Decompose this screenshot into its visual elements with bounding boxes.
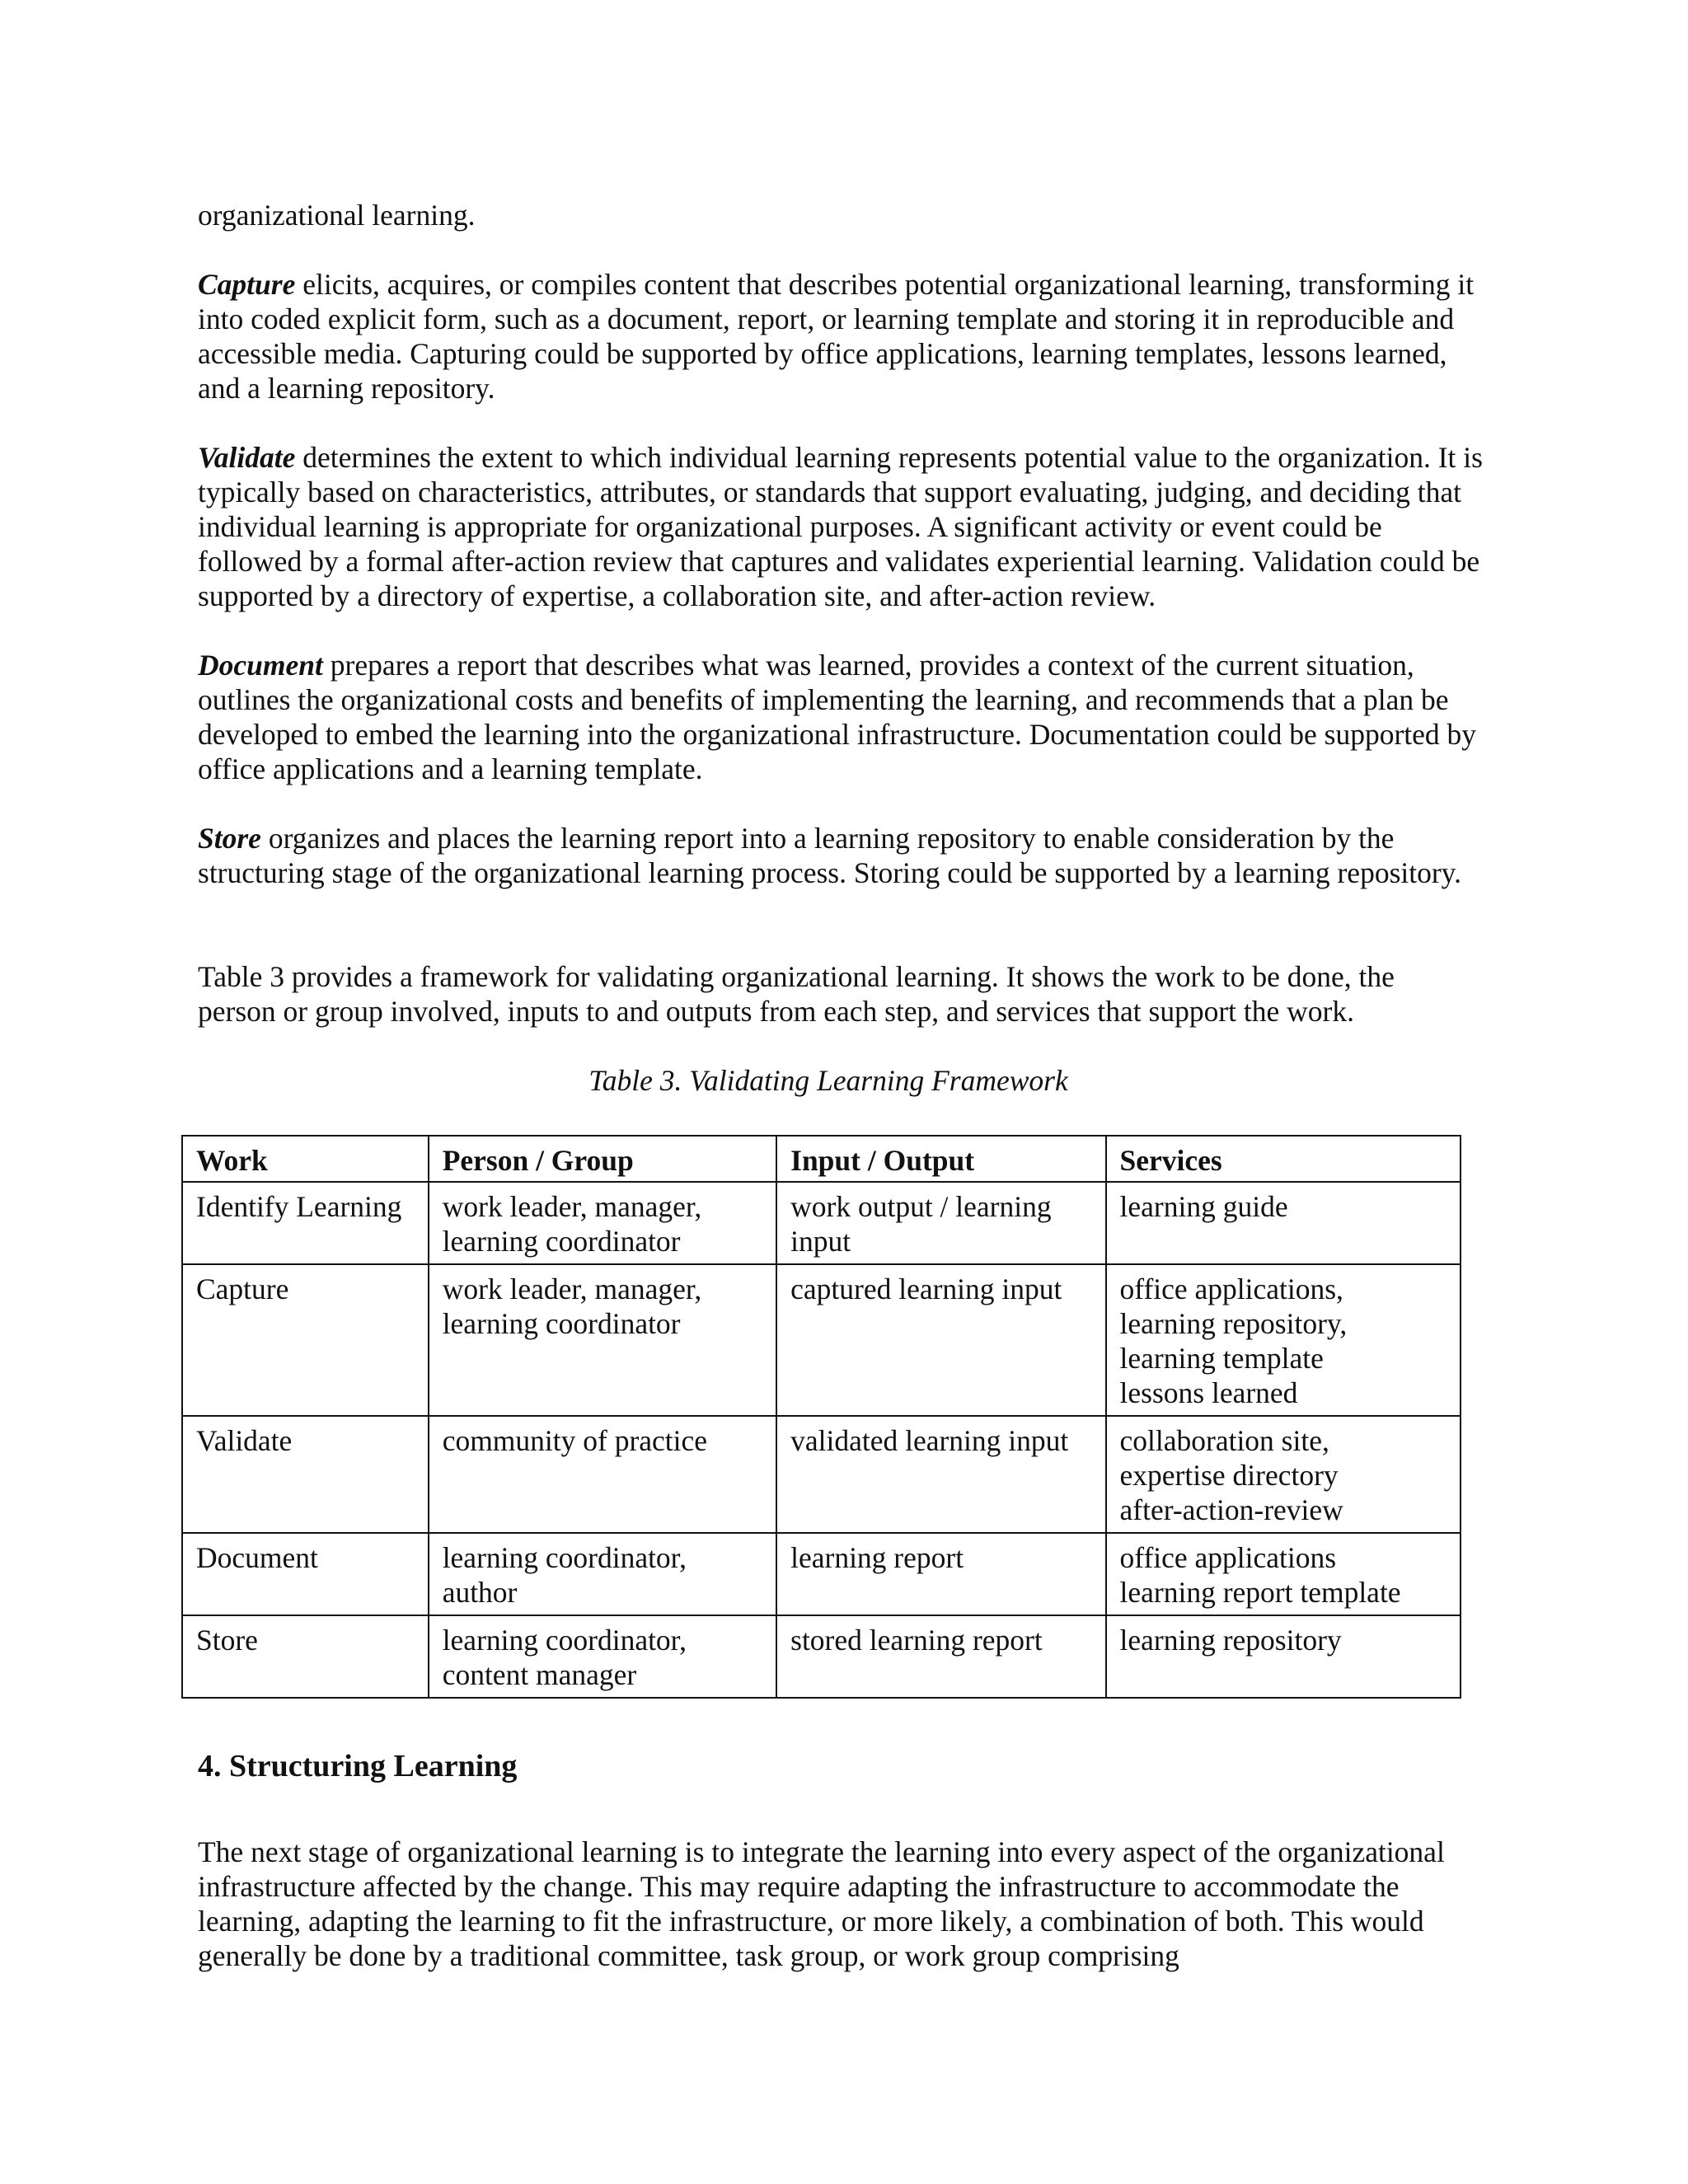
cell-line: learning coordinator, <box>442 1624 687 1657</box>
table-caption: Table 3. Validating Learning Framework <box>588 1064 1068 1097</box>
cell-line: captured learning input <box>790 1272 1062 1305</box>
cell-line: learning repository, <box>1119 1307 1348 1340</box>
document-term: Document <box>198 649 323 682</box>
cell-person-group <box>429 1264 776 1416</box>
section-paragraph: The next stage of organizational learning is to integrate the learning into every aspect of the organizational infrastructure affected by the change. This may require adapting the infrastructure to accommodate the learning, adapting the learning to fit the infrastructure, or more likely, a combination of both. This would generally be done by a traditional committee, task group, or work group comprising <box>198 1835 1445 1972</box>
header-person-group: Person / Group <box>429 1136 776 1182</box>
cell-line: author <box>442 1576 518 1609</box>
cell-input-output <box>776 1416 1105 1533</box>
cell-services <box>1106 1615 1461 1698</box>
cell-input-output <box>776 1264 1105 1416</box>
cell-line: input <box>790 1225 851 1258</box>
table-row <box>182 1264 1461 1416</box>
header-input-output: Input / Output <box>776 1136 1105 1182</box>
cell-input-output <box>776 1533 1105 1615</box>
cell-person-group <box>429 1416 776 1533</box>
document-text: prepares a report that describes what was learned, provides a context of the current situation, outlines the organizational costs and benefits of implementing the learning, and recommends that a plan be developed to embed the learning into the organizational infrastructure. Documentation could be supported by office applications and a learning template. <box>198 649 1477 785</box>
header-work: Work <box>182 1136 429 1182</box>
validate-term: Validate <box>198 441 296 474</box>
table-row <box>182 1615 1461 1698</box>
cell-line: collaboration site, <box>1119 1424 1329 1457</box>
table-row <box>182 1533 1461 1615</box>
cell-line: learning coordinator <box>442 1307 681 1340</box>
cell-services <box>1106 1182 1461 1264</box>
capture-text: elicits, acquires, or compiles content that describes potential organizational learning, transforming it into coded explicit form, such as a document, report, or learning template and storing it in reproducible and accessible media. Capturing could be supported by office applications, learning templates, lessons learned, and a learning repository. <box>198 268 1475 405</box>
store-text: organizes and places the learning report into a learning repository to enable consideration by the structuring stage of the organizational learning process. Storing could be supported by a learning repository. <box>198 822 1462 889</box>
cell-line: learning coordinator, <box>442 1541 687 1574</box>
validate-paragraph <box>198 440 1492 613</box>
cell-person-group <box>429 1533 776 1615</box>
table-body <box>182 1182 1461 1698</box>
capture-paragraph <box>198 267 1485 405</box>
cell-work: Capture <box>182 1264 429 1416</box>
cell-input-output <box>776 1615 1105 1698</box>
cell-line: learning report <box>790 1541 964 1574</box>
cell-line: work output / learning <box>790 1190 1052 1223</box>
store-term: Store <box>198 822 261 855</box>
cell-line: community of practice <box>442 1424 708 1457</box>
cell-line: work leader, manager, <box>442 1190 702 1223</box>
cell-line: learning template <box>1119 1342 1324 1375</box>
cell-line: content manager <box>442 1658 637 1691</box>
intro-fragment: organizational learning. <box>198 199 476 232</box>
cell-line: learning guide <box>1119 1190 1288 1223</box>
cell-person-group <box>429 1615 776 1698</box>
cell-line: lessons learned <box>1119 1376 1298 1409</box>
cell-services <box>1106 1416 1461 1533</box>
cell-line: work leader, manager, <box>442 1272 702 1305</box>
capture-term: Capture <box>198 268 296 301</box>
cell-person-group <box>429 1182 776 1264</box>
table-row <box>182 1182 1461 1264</box>
cell-services <box>1106 1533 1461 1615</box>
cell-line: office applications, <box>1119 1272 1343 1305</box>
cell-work: Validate <box>182 1416 429 1533</box>
cell-line: learning coordinator <box>442 1225 681 1258</box>
cell-input-output <box>776 1182 1105 1264</box>
table-intro-paragraph: Table 3 provides a framework for validating organizational learning. It shows the work to be done, the person or group involved, inputs to and outputs from each step, and services that support the work. <box>198 960 1395 1028</box>
section-heading: 4. Structuring Learning <box>198 1749 518 1783</box>
validate-text: determines the extent to which individual learning represents potential value to the organization. It is typically based on characteristics, attributes, or standards that support evaluating, judging, and deciding that individual learning is appropriate for organizational purposes. A significant activity or event could be followed by a formal after-action review that captures and validates experiential learning. Validation could be supported by a directory of expertise, a collaboration site, and after-action review. <box>198 441 1483 612</box>
cell-work: Identify Learning <box>182 1182 429 1264</box>
table-row <box>182 1416 1461 1533</box>
cell-line: stored learning report <box>790 1624 1043 1657</box>
cell-line: expertise directory <box>1119 1459 1339 1492</box>
header-services: Services <box>1106 1136 1461 1182</box>
cell-line: learning report template <box>1119 1576 1401 1609</box>
cell-line: validated learning input <box>790 1424 1069 1457</box>
store-paragraph <box>198 821 1471 890</box>
cell-services <box>1106 1264 1461 1416</box>
validating-learning-table <box>181 1135 1461 1699</box>
cell-line: learning repository <box>1119 1624 1342 1657</box>
document-paragraph <box>198 648 1484 786</box>
cell-work: Document <box>182 1533 429 1615</box>
cell-line: office applications <box>1119 1541 1337 1574</box>
cell-work: Store <box>182 1615 429 1698</box>
cell-line: after-action-review <box>1119 1493 1343 1526</box>
table-header-row <box>182 1136 1461 1182</box>
